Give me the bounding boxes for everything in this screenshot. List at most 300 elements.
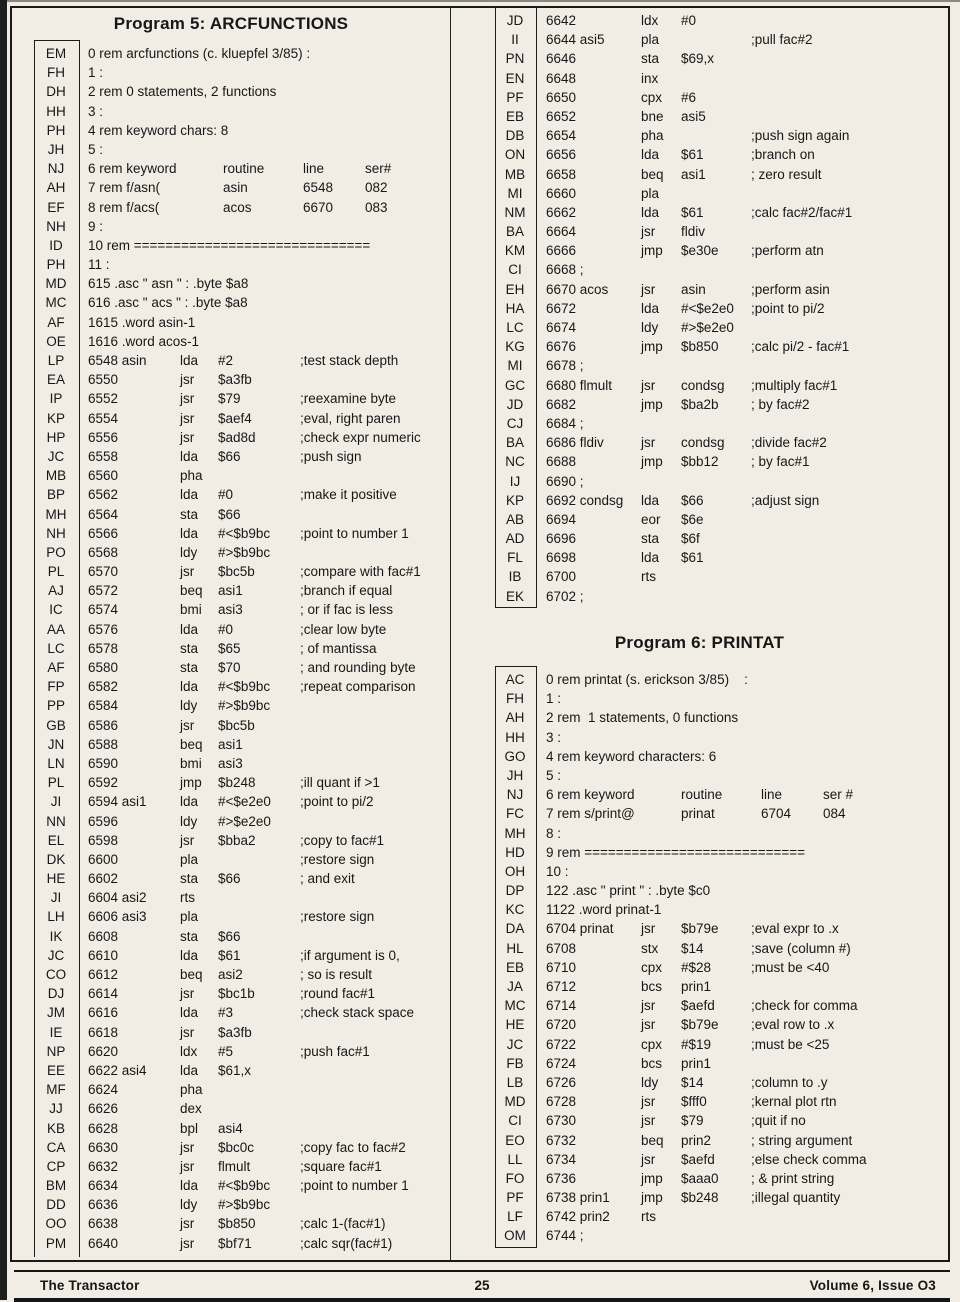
- code-address-label: 6676: [546, 339, 577, 355]
- code-comment: ;calc sqr(fac#1): [300, 1235, 393, 1251]
- code-operand: $aef4: [218, 410, 252, 426]
- checksum-code: HA: [505, 300, 525, 316]
- code-operand: [681, 1207, 751, 1226]
- code-opcode: lda: [180, 1178, 199, 1194]
- checksum-code: AF: [47, 660, 65, 675]
- code-address-label: 6660: [546, 185, 577, 201]
- code-operand: $61: [681, 550, 704, 566]
- rem-routine: acos: [223, 199, 252, 215]
- code-address-label: 6646: [546, 51, 577, 67]
- listing-row: [34, 543, 450, 562]
- rem-serial: ser #: [823, 787, 854, 803]
- code-comment: ; by fac#1: [751, 454, 810, 470]
- code-comment: [300, 1061, 450, 1080]
- code-address-label: 6592: [88, 775, 119, 791]
- code-operand: $14: [681, 1074, 704, 1090]
- code-operand: prin1: [681, 1055, 712, 1071]
- listing-row: [495, 1169, 948, 1188]
- listing-row: [34, 44, 450, 63]
- code-address-label: 6732: [546, 1132, 577, 1148]
- footer-magazine-name: The Transactor: [40, 1277, 140, 1293]
- listing-row: [34, 984, 450, 1003]
- listing-row: [34, 716, 450, 735]
- code-address-label: 6550: [88, 372, 119, 388]
- code-operand: #0: [681, 13, 697, 28]
- code-text: 1616 .word acos-1: [88, 333, 200, 349]
- checksum-code: FC: [506, 806, 524, 822]
- checksum-code: EE: [46, 1062, 65, 1078]
- checksum-code: IC: [49, 602, 63, 618]
- code-text: 6702 ;: [546, 588, 584, 604]
- listing-row: [34, 831, 450, 850]
- code-opcode: ldy: [180, 1197, 198, 1213]
- listing-row: [34, 159, 450, 178]
- checksum-code: IJ: [509, 473, 521, 489]
- code-opcode: jsr: [180, 564, 195, 580]
- listing-row: [495, 395, 948, 414]
- code-text: 10 rem ==============================: [88, 237, 371, 253]
- listing-row: [495, 472, 948, 491]
- listing-row: [34, 735, 450, 754]
- code-address-label: 6726: [546, 1074, 577, 1090]
- listing-row: [34, 428, 450, 447]
- listing-row: [34, 1157, 450, 1176]
- checksum-code: ON: [504, 147, 526, 163]
- code-comment: ;copy to fac#1: [300, 832, 385, 848]
- code-opcode: pha: [641, 128, 664, 144]
- listing-row: [34, 562, 450, 581]
- code-operand: [218, 888, 300, 907]
- code-address-label: 6638: [88, 1216, 119, 1232]
- code-operand: $bba2: [218, 832, 256, 848]
- rem-serial: ser#: [365, 161, 392, 177]
- checksum-code: EH: [505, 281, 525, 297]
- code-address-label: 6554: [88, 410, 119, 426]
- code-opcode: lda: [180, 353, 199, 368]
- checksum-code: JN: [47, 736, 65, 752]
- code-operand: #$19: [681, 1036, 712, 1052]
- checksum-code: IB: [508, 569, 522, 585]
- checksum-code: AJ: [48, 583, 64, 599]
- checksum-code: CJ: [506, 415, 524, 431]
- rem-serial: 083: [365, 199, 388, 215]
- checksum-code: FB: [506, 1055, 524, 1071]
- listing-row: [495, 126, 948, 145]
- code-text: 9 rem ============================: [546, 844, 806, 860]
- code-address-label: 6560: [88, 468, 119, 484]
- listing-row: [34, 370, 450, 389]
- code-opcode: jsr: [180, 372, 195, 388]
- code-operand: #<$e2e0: [218, 794, 271, 810]
- listing-row: [495, 1111, 948, 1130]
- code-comment: ; or if fac is less: [300, 602, 394, 618]
- code-address-label: 6610: [88, 947, 119, 963]
- code-operand: #<$b9bc: [218, 525, 271, 541]
- code-address-label: 6694: [546, 511, 577, 527]
- code-address-label: 6636: [88, 1197, 119, 1213]
- code-opcode: pla: [641, 32, 660, 48]
- right-column: [450, 8, 948, 1260]
- listing-row: [495, 939, 948, 958]
- checksum-code: IP: [49, 391, 63, 407]
- listing-row: [34, 466, 450, 485]
- code-address-label: 6708: [546, 940, 577, 956]
- code-address-label: 6628: [88, 1120, 119, 1136]
- code-text: 1615 .word asin-1: [88, 314, 196, 330]
- checksum-code: JH: [506, 767, 524, 783]
- code-opcode: bcs: [641, 979, 663, 994]
- checksum-code: LP: [47, 353, 65, 368]
- code-operand: $b79e: [681, 921, 719, 937]
- code-comment: [300, 716, 450, 735]
- code-opcode: ldy: [641, 1074, 659, 1090]
- code-address-label: 6630: [88, 1139, 119, 1155]
- rem-keyword: 7 rem f/asn(: [88, 180, 161, 196]
- code-comment: [751, 49, 948, 68]
- listing-row: [34, 927, 450, 946]
- code-address-label: 6738 prin1: [546, 1190, 610, 1206]
- checksum-code: II: [511, 32, 519, 48]
- code-text: 6690 ;: [546, 473, 584, 489]
- code-comment: [751, 69, 948, 88]
- listing-row: [495, 376, 948, 395]
- listing-row: [495, 433, 948, 452]
- code-opcode: jsr: [180, 717, 195, 733]
- listing-row: [34, 102, 450, 121]
- code-address-label: 6670 acos: [546, 281, 609, 297]
- code-text: 3 :: [546, 729, 562, 745]
- code-address-label: 6736: [546, 1170, 577, 1186]
- code-operand: $79: [681, 1113, 704, 1129]
- rem-keyword: 6 rem keyword: [546, 787, 635, 803]
- code-operand: $66: [218, 448, 241, 464]
- code-text: 616 .asc " acs " : .byte $a8: [88, 295, 248, 311]
- code-text: 9 :: [88, 218, 104, 234]
- code-address-label: 6626: [88, 1101, 119, 1117]
- checksum-code: LN: [47, 755, 65, 771]
- code-operand: #0: [218, 487, 234, 503]
- listing-row: [495, 299, 948, 318]
- code-comment: ; of mantissa: [300, 640, 377, 656]
- code-opcode: ldy: [180, 813, 198, 829]
- checksum-code: MB: [504, 166, 526, 182]
- code-opcode: dex: [180, 1101, 202, 1117]
- code-comment: ;test stack depth: [300, 353, 399, 368]
- listing-row: [495, 977, 948, 996]
- listing-row: [34, 63, 450, 82]
- code-comment: ;perform asin: [751, 281, 830, 297]
- code-address-label: 6640: [88, 1235, 119, 1251]
- code-address-label: 6692 condsg: [546, 492, 624, 508]
- listing-row: [495, 1073, 948, 1092]
- code-operand: $66: [681, 492, 704, 508]
- code-address-label: 6562: [88, 487, 119, 503]
- code-comment: [300, 505, 450, 524]
- checksum-code: MD: [45, 276, 67, 292]
- rem-keyword: 8 rem f/acs(: [88, 199, 160, 215]
- code-address-label: 6666: [546, 243, 577, 259]
- checksum-code: OO: [45, 1216, 67, 1232]
- listing-row: [495, 766, 948, 785]
- code-text: 615 .asc " asn " : .byte $a8: [88, 276, 249, 292]
- code-address-label: 6658: [546, 166, 577, 182]
- checksum-code: BA: [505, 435, 524, 451]
- code-comment: ;calc fac#2/fac#1: [751, 204, 853, 220]
- listing-row: [495, 414, 948, 433]
- checksum-code: ID: [49, 237, 63, 253]
- checksum-code: KP: [46, 410, 65, 426]
- checksum-code: CO: [45, 967, 67, 982]
- listing-row: [34, 696, 450, 715]
- listing-row: [34, 658, 450, 677]
- code-opcode: jsr: [641, 1094, 656, 1110]
- checksum-code: GB: [46, 717, 66, 733]
- code-opcode: cpx: [641, 89, 663, 105]
- code-operand: $6e: [681, 511, 704, 527]
- listing-row: [34, 485, 450, 504]
- code-opcode: lda: [180, 947, 199, 963]
- code-opcode: lda: [180, 487, 199, 503]
- left-column: [12, 8, 450, 1260]
- code-comment: ;point to number 1: [300, 525, 409, 541]
- listing-row: [34, 82, 450, 101]
- listing-row: [34, 1080, 450, 1099]
- listing-row: [495, 49, 948, 68]
- code-operand: #>$b9bc: [218, 1197, 271, 1213]
- code-opcode: lda: [180, 794, 199, 810]
- code-opcode: bne: [641, 108, 664, 124]
- checksum-code: JM: [47, 1005, 65, 1021]
- code-opcode: pla: [180, 851, 199, 867]
- code-opcode: bmi: [180, 602, 202, 618]
- code-address-label: 6574: [88, 602, 119, 618]
- code-opcode: cpx: [641, 1036, 663, 1052]
- listing-row: [34, 178, 450, 197]
- code-operand: condsg: [681, 377, 725, 393]
- listing-row: [495, 785, 948, 804]
- code-comment: ;restore sign: [300, 909, 375, 925]
- listing-row: [34, 946, 450, 965]
- listing-row: [495, 958, 948, 977]
- code-opcode: beq: [180, 583, 203, 599]
- code-operand: #>$e2e0: [681, 320, 734, 335]
- scan-top-shadow: [7, 0, 960, 2]
- code-operand: #3: [218, 1005, 234, 1021]
- code-comment: [300, 543, 450, 562]
- code-text: 0 rem printat (s. erickson 3/85) :: [546, 672, 748, 687]
- code-opcode: beq: [180, 967, 203, 982]
- code-comment: [300, 812, 450, 831]
- rem-line: 6670: [303, 199, 334, 215]
- rem-routine: prinat: [681, 806, 715, 822]
- code-comment: [751, 567, 948, 586]
- checksum-code: MB: [45, 468, 67, 484]
- code-address-label: 6742 prin2: [546, 1209, 610, 1225]
- listing-row: [495, 900, 948, 919]
- code-comment: ;column to .y: [751, 1074, 828, 1090]
- checksum-code: NM: [504, 204, 526, 220]
- code-operand: fldiv: [681, 224, 706, 240]
- code-operand: $61: [681, 204, 704, 220]
- code-address-label: 6614: [88, 986, 119, 1002]
- code-text: 0 rem arcfunctions (c. kluepfel 3/85) :: [88, 46, 311, 61]
- listing-row: [495, 708, 948, 727]
- code-comment: [300, 1119, 450, 1138]
- code-operand: #5: [218, 1043, 234, 1059]
- code-operand: #6: [681, 89, 697, 105]
- code-opcode: lda: [180, 1005, 199, 1021]
- code-opcode: jsr: [180, 1139, 195, 1155]
- code-comment: [300, 370, 450, 389]
- code-address-label: 6612: [88, 967, 119, 982]
- code-operand: $bc5b: [218, 717, 255, 733]
- code-opcode: lda: [641, 204, 660, 220]
- code-comment: [300, 696, 450, 715]
- checksum-code: PN: [505, 51, 525, 67]
- checksum-code: PH: [46, 122, 66, 138]
- listing-row: [34, 524, 450, 543]
- code-address-label: 6604 asi2: [88, 890, 147, 906]
- code-operand: $ad8d: [218, 429, 256, 445]
- code-comment: ;save (column #): [751, 940, 851, 956]
- code-address-label: 6688: [546, 454, 577, 470]
- listing-row: [34, 850, 450, 869]
- code-comment: [300, 1195, 450, 1214]
- code-operand: asi1: [681, 166, 706, 182]
- listing-row: [495, 843, 948, 862]
- checksum-code: EK: [505, 588, 524, 604]
- code-comment: ;point to pi/2: [751, 300, 825, 316]
- checksum-code: FH: [506, 691, 524, 707]
- code-address-label: 6596: [88, 813, 119, 829]
- code-address-label: 6588: [88, 736, 119, 752]
- rem-keyword: 7 rem s/print@: [546, 806, 635, 822]
- checksum-code: JD: [506, 396, 524, 412]
- code-text: 1 :: [546, 691, 562, 707]
- rem-line: 6704: [761, 806, 792, 822]
- listing-row: [34, 332, 450, 351]
- code-comment: [751, 107, 948, 126]
- code-address-label: 6620: [88, 1043, 119, 1059]
- listing-row: [495, 881, 948, 900]
- checksum-code: JI: [50, 890, 62, 906]
- code-operand: $aefd: [681, 1151, 715, 1167]
- code-comment: [751, 510, 948, 529]
- checksum-code: PH: [46, 257, 66, 273]
- checksum-code: DP: [505, 883, 525, 899]
- listing-row: [34, 620, 450, 639]
- checksum-code: LC: [47, 640, 65, 656]
- checksum-code: KB: [46, 1120, 65, 1136]
- code-operand: $69,x: [681, 51, 715, 67]
- listing-row: [495, 1207, 948, 1226]
- code-address-label: 6608: [88, 928, 119, 944]
- code-comment: ;ill quant if >1: [300, 775, 380, 791]
- code-text: 5 :: [546, 767, 562, 783]
- code-comment: [751, 977, 948, 996]
- checksum-code: EM: [45, 46, 67, 61]
- code-address-label: 6586: [88, 717, 119, 733]
- code-address-label: 6598: [88, 832, 119, 848]
- code-address-label: 6618: [88, 1024, 119, 1040]
- checksum-code: NH: [46, 218, 66, 234]
- code-comment: ;calc pi/2 - fac#1: [751, 339, 850, 355]
- code-opcode: jsr: [641, 224, 656, 240]
- code-address-label: 6632: [88, 1158, 119, 1174]
- listing-row: [495, 728, 948, 747]
- code-text: 5 :: [88, 141, 104, 157]
- checksum-code: DJ: [47, 986, 65, 1002]
- checksum-code: CI: [508, 1113, 522, 1129]
- checksum-code: BA: [505, 224, 524, 240]
- listing-row: [495, 1150, 948, 1169]
- listing-row: [495, 452, 948, 471]
- checksum-code: JC: [47, 947, 65, 963]
- listing-row: [495, 491, 948, 510]
- listing-row: [34, 274, 450, 293]
- listing-row: [495, 689, 948, 708]
- code-opcode: jmp: [180, 775, 202, 791]
- code-comment: ;push sign: [300, 448, 362, 464]
- listing-row: [495, 30, 948, 49]
- code-address-label: 6556: [88, 429, 119, 445]
- footer-issue: Volume 6, Issue O3: [809, 1277, 936, 1293]
- code-opcode: jsr: [641, 281, 656, 297]
- code-opcode: jmp: [641, 454, 663, 470]
- checksum-code: HE: [46, 871, 66, 887]
- code-operand: #$28: [681, 959, 712, 975]
- code-address-label: 6672: [546, 300, 577, 316]
- listing-row: [34, 1099, 450, 1118]
- code-operand: $66: [218, 928, 241, 944]
- code-comment: ;point to number 1: [300, 1178, 409, 1194]
- checksum-code: EF: [47, 199, 65, 215]
- code-comment: ;reexamine byte: [300, 391, 397, 407]
- code-text: 6684 ;: [546, 415, 584, 431]
- code-text: 2 rem 1 statements, 0 functions: [546, 710, 739, 726]
- code-comment: ;round fac#1: [300, 986, 376, 1002]
- code-operand: [218, 1099, 300, 1118]
- code-operand: asi1: [218, 583, 243, 599]
- code-opcode: lda: [180, 621, 199, 637]
- code-address-label: 6704 prinat: [546, 921, 614, 937]
- code-comment: ;must be <40: [751, 959, 830, 975]
- checksum-code: GC: [504, 377, 526, 393]
- checksum-code: EO: [505, 1132, 525, 1148]
- code-address-label: 6644 asi5: [546, 32, 605, 48]
- listing-row: [495, 747, 948, 766]
- code-operand: $bc1b: [218, 986, 255, 1002]
- page-footer: [14, 1270, 950, 1302]
- code-operand: #<$b9bc: [218, 1178, 271, 1194]
- listing-row: [34, 754, 450, 773]
- checksum-code: MI: [507, 185, 523, 201]
- code-comment: [751, 318, 948, 337]
- code-opcode: beq: [641, 1132, 664, 1148]
- checksum-code: EB: [505, 959, 524, 975]
- code-operand: $61: [218, 947, 241, 963]
- code-opcode: lda: [641, 300, 660, 316]
- code-comment: ;restore sign: [300, 851, 375, 867]
- checksum-code: AF: [47, 314, 65, 330]
- code-operand: [218, 466, 300, 485]
- code-opcode: jsr: [180, 1158, 195, 1174]
- rem-line: line: [303, 161, 325, 177]
- checksum-code: AH: [505, 710, 525, 726]
- checksum-code: DK: [46, 851, 66, 867]
- checksum-code: HE: [505, 1017, 525, 1033]
- listing-row: [34, 1176, 450, 1195]
